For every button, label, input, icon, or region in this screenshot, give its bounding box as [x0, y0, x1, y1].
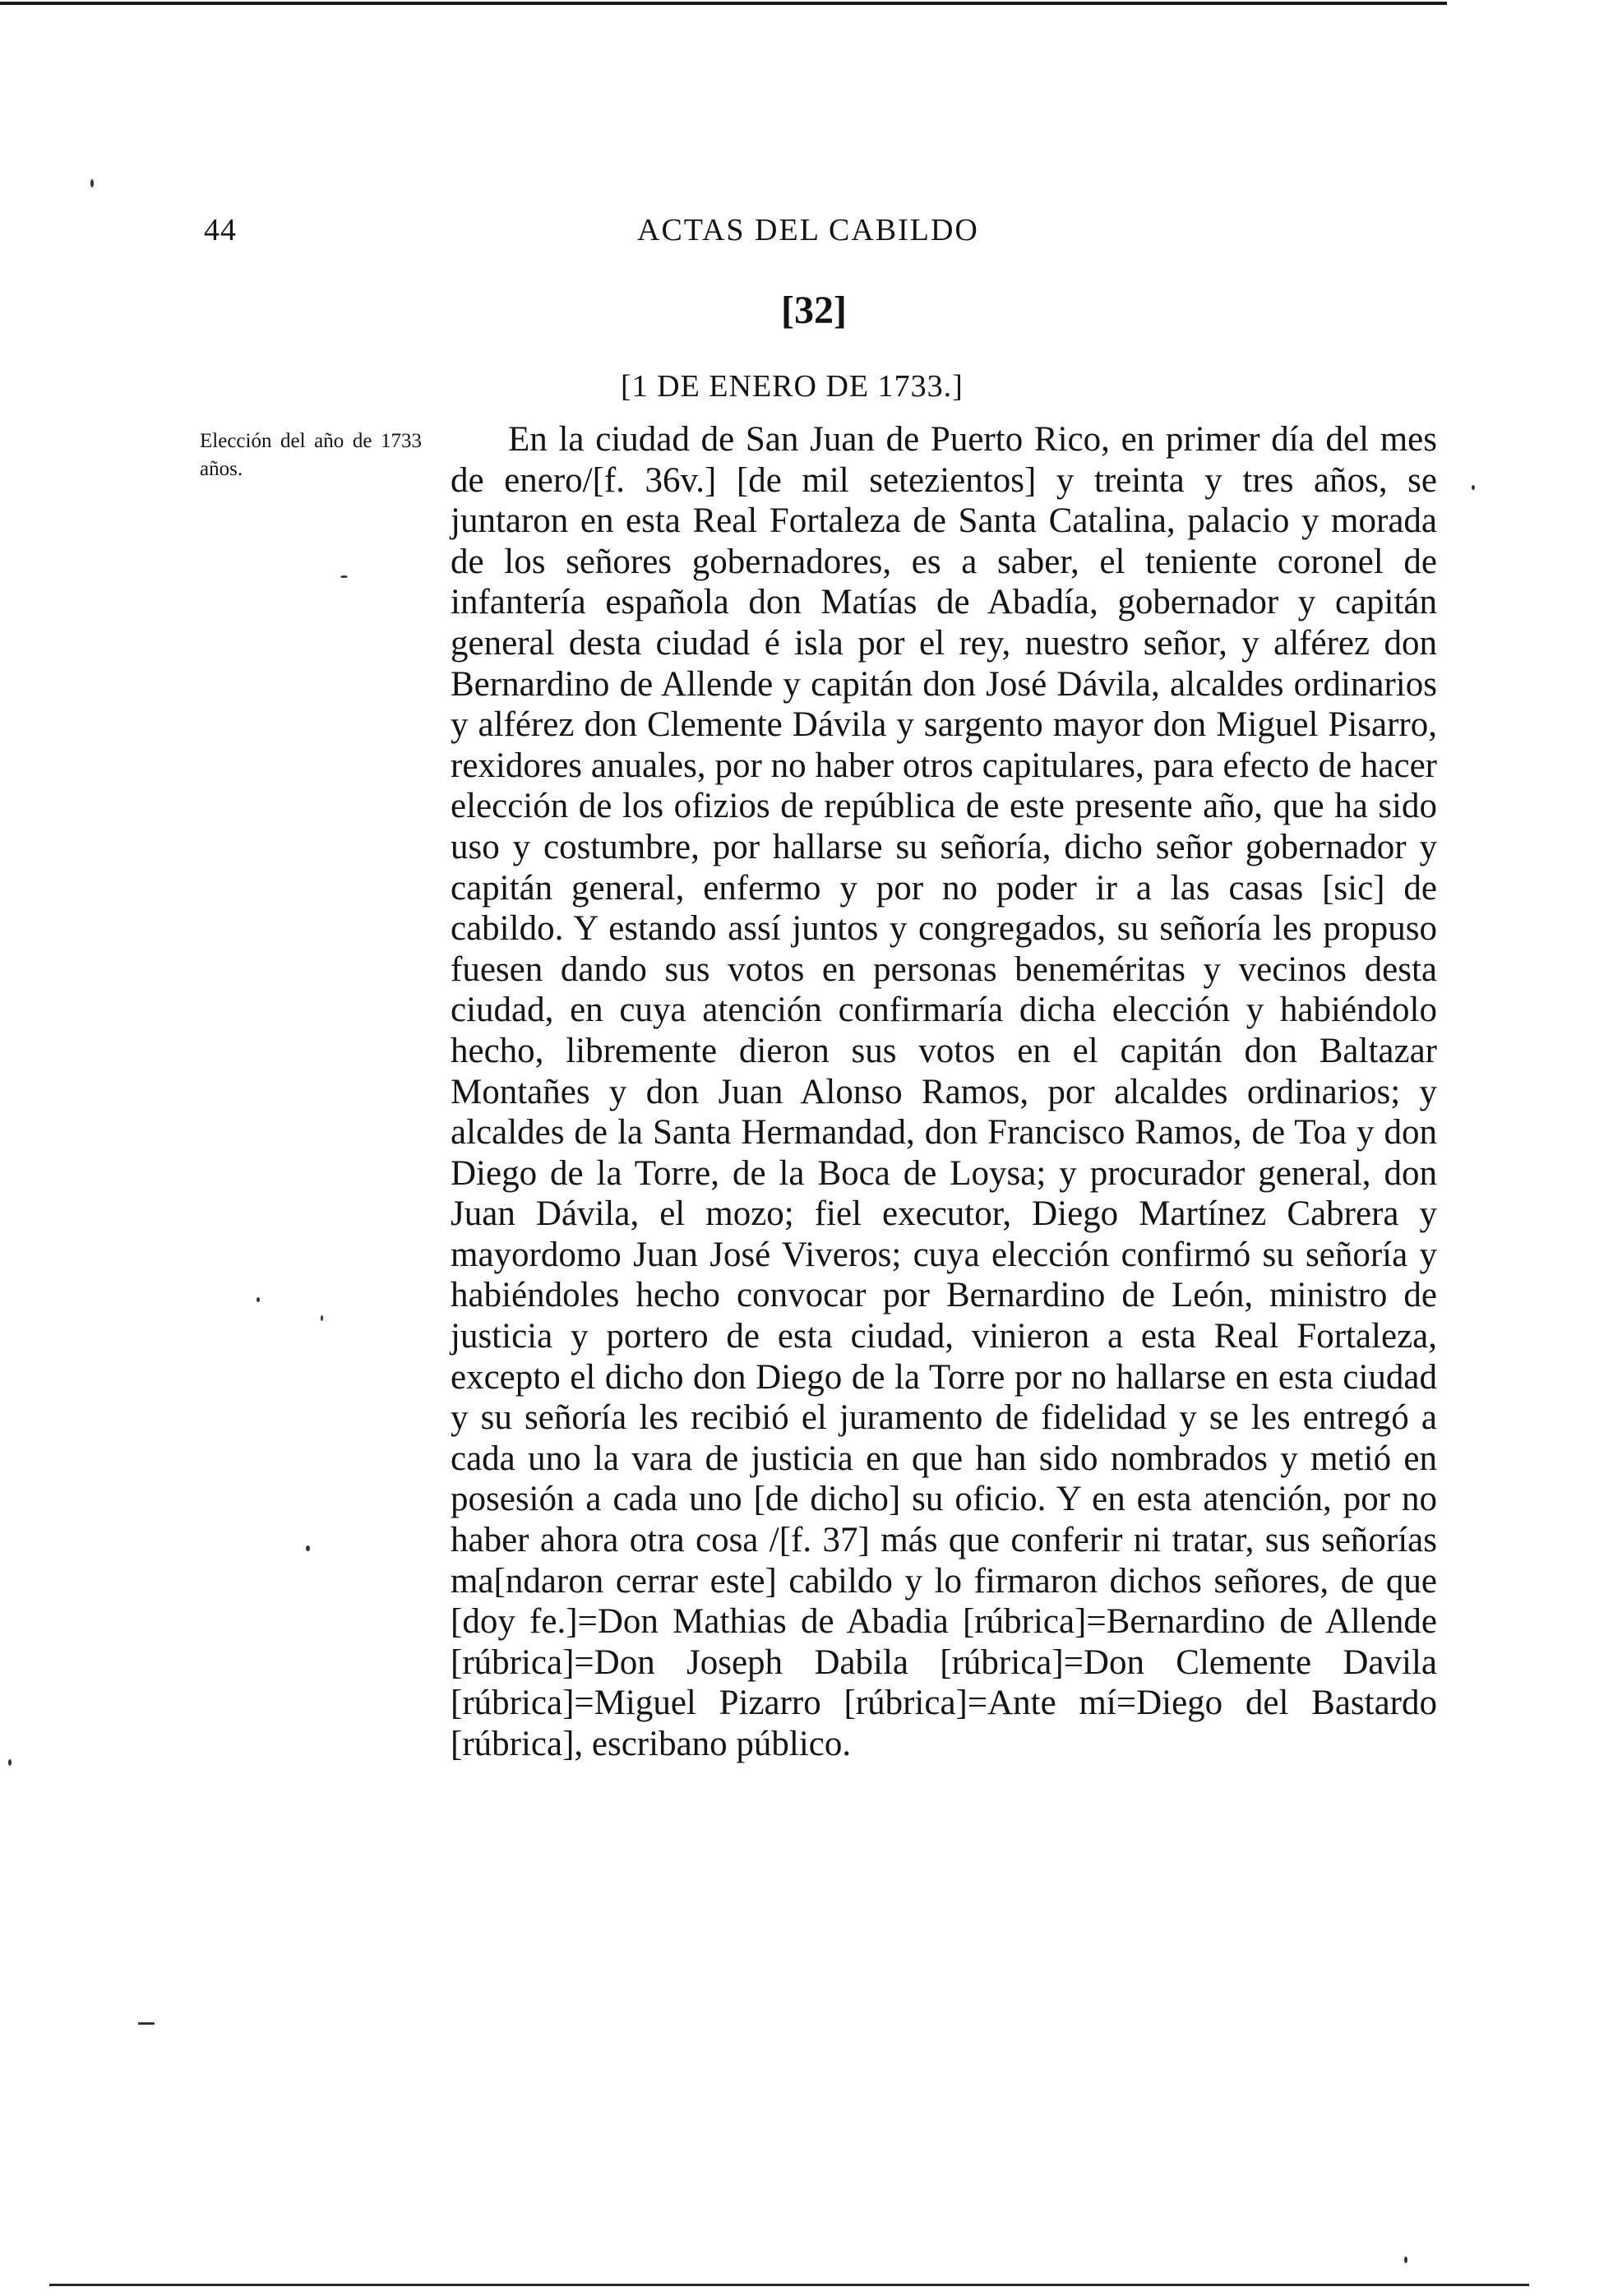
scan-speck	[306, 1545, 310, 1551]
scan-speck	[138, 2022, 155, 2025]
scan-speck	[1404, 2257, 1407, 2263]
scan-speck	[340, 575, 348, 578]
document-date: [1 DE ENERO DE 1733.]	[621, 369, 964, 404]
scan-speck	[257, 1297, 260, 1302]
bottom-rule	[49, 2284, 1529, 2286]
scan-speck	[1472, 485, 1475, 490]
running-title: ACTAS DEL CABILDO	[637, 213, 979, 247]
body-text: En la ciudad de San Juan de Puerto Rico, en primer día del mes de enero/[f. 36v.] [de mil setezientos] y treinta y tres años, se juntaron en esta Real Fortaleza de Santa Catalina, palacio y morada de los señores gobernadores, es a saber, el teniente coronel de infantería española don Matías de Abadía, gobernador y capitán general desta ciudad é isla por el rey, nuestro señor, y alférez don Bernardino de Allende y capitán don José Dávila, alcaldes ordinarios y alférez don Clemente Dávila y sargento mayor don Miguel Pisarro, rexidores anuales, por no haber otros capitulares, para efecto de hacer elección de los ofizios de república de este presente año, que ha sido uso y costumbre, por hallarse su señoría, dicho señor gobernador y capitán general, enfermo y por no poder ir a las casas [sic] de cabildo. Y estando assí juntos y congregados, su señoría les propuso fuesen dando sus votos en personas beneméritas y vecinos desta ciudad, en cuya atención confirmaría dicha elección y habiéndolo hecho, libremente dieron sus votos en el capitán don Baltazar Montañes y don Juan Alonso Ramos, por alcaldes ordinarios; y alcaldes de la Santa Hermandad, don Francisco Ramos, de Toa y don Diego de la Torre, de la Boca de Loysa; y procurador general, don Juan Dávila, el mozo; fiel executor, Diego Martínez Cabrera y mayordomo Juan José Viveros; cuya elección confirmó su señoría y habiéndoles hecho convocar por Bernardino de León, ministro de justicia y portero de esta ciudad, vinieron a esta Real Fortaleza, excepto el dicho don Diego de la Torre por no hallarse en esta ciudad y su señoría les recibió el juramento de fidelidad y se les entregó a cada uno la vara de justicia en que han sido nombrados y metió en posesión a cada uno [de dicho] su oficio. Y en esta atención, por no haber ahora otra cosa /[f. 37] más que conferir ni tratar, sus señorías ma[ndaron cerrar este] cabildo y lo firmaron dichos señores, de que [doy fe.]=Don Mathias de Abadia [rúbrica]=Bernardino de Allende [rúbrica]=Don Joseph Dabila [rúbrica]=Don Clemente Davila [rúbrica]=Miguel Pizarro [rúbrica]=Ante mí=Diego del Bastardo [rúbrica], escribano público.	[451, 420, 1437, 1763]
scan-speck	[8, 1759, 12, 1766]
document-number: [32]	[781, 289, 847, 332]
scan-speck	[90, 179, 94, 187]
scan-speck	[321, 1315, 323, 1321]
page-number: 44	[204, 213, 237, 247]
top-rule	[0, 2, 1447, 5]
margin-note: Elección del año de 1733 años.	[200, 430, 422, 480]
